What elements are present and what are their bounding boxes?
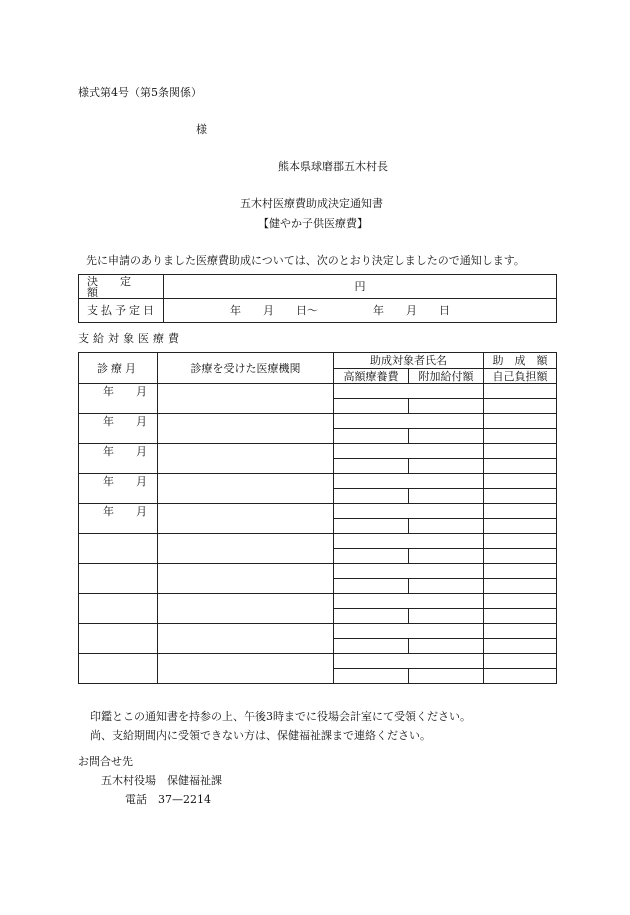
payment-date-label: 支払予定日 — [79, 299, 164, 323]
month-cell — [79, 444, 158, 474]
month-cell — [79, 654, 158, 684]
expense-table — [78, 352, 557, 684]
document-subtitle: 【健やか子供医療費】 — [258, 217, 368, 230]
table-row — [79, 474, 557, 489]
additional-cell — [409, 399, 484, 414]
facility-cell — [158, 384, 334, 414]
facility-cell — [158, 534, 334, 564]
month-cell — [79, 534, 158, 564]
note-2: 尚、支給期間内に受領できない方は、保健福祉課まで連絡ください。 — [90, 729, 431, 742]
additional-cell — [409, 459, 484, 474]
additional-cell — [409, 429, 484, 444]
form-number: 様式第4号（第5条関係） — [78, 86, 202, 99]
amount-cell — [484, 624, 557, 639]
name-cell — [334, 534, 484, 549]
month-label: 年 月 — [103, 415, 147, 428]
additional-cell — [409, 639, 484, 654]
header-self-pay: 自己負担額 — [484, 369, 557, 384]
amount-cell — [484, 564, 557, 579]
amount-label: 決 定 額 — [79, 275, 164, 299]
name-cell — [334, 564, 484, 579]
amount-value: 円 — [164, 275, 557, 299]
table-row — [79, 564, 557, 579]
header-amount: 助 成 額 — [484, 353, 557, 369]
header-high-cost: 高額療養費 — [334, 369, 409, 384]
self-pay-cell — [484, 459, 557, 474]
name-cell — [334, 444, 484, 459]
month-cell — [79, 504, 158, 534]
month-cell — [79, 564, 158, 594]
month-cell — [79, 624, 158, 654]
name-cell — [334, 504, 484, 519]
high-cost-cell — [334, 399, 409, 414]
table-row — [79, 594, 557, 609]
table-row — [79, 534, 557, 549]
header-facility: 診療を受けた医療機関 — [158, 353, 334, 384]
amount-cell — [484, 654, 557, 669]
header-name: 助成対象者氏名 — [334, 353, 484, 369]
facility-cell — [158, 444, 334, 474]
high-cost-cell — [334, 549, 409, 564]
month-label: 年 月 — [103, 505, 147, 518]
high-cost-cell — [334, 609, 409, 624]
self-pay-cell — [484, 669, 557, 684]
additional-cell — [409, 549, 484, 564]
month-label: 年 月 — [103, 385, 147, 398]
name-cell — [334, 594, 484, 609]
amount-cell — [484, 474, 557, 489]
table-row — [79, 444, 557, 459]
addressee-suffix: 様 — [196, 123, 207, 136]
additional-cell — [409, 489, 484, 504]
contact-phone: 電話 37—2214 — [125, 793, 211, 806]
table-row — [79, 654, 557, 669]
name-cell — [334, 384, 484, 399]
table-row — [79, 384, 557, 399]
contact-label: お問合せ先 — [78, 755, 133, 768]
month-label: 年 月 — [103, 475, 147, 488]
additional-cell — [409, 609, 484, 624]
header-month: 診療月 — [79, 353, 158, 384]
facility-cell — [158, 564, 334, 594]
month-cell — [79, 414, 158, 444]
payment-date-value: 年 月 日〜 年 月 日 — [164, 299, 557, 323]
facility-cell — [158, 594, 334, 624]
facility-cell — [158, 624, 334, 654]
decision-table — [78, 274, 557, 323]
self-pay-cell — [484, 519, 557, 534]
facility-cell — [158, 654, 334, 684]
section-title: 支給対象医療費 — [78, 332, 183, 345]
high-cost-cell — [334, 639, 409, 654]
document-title: 五木村医療費助成決定通知書 — [240, 197, 383, 210]
intro-text: 先に申請のありました医療費助成については、次のとおり決定しましたので通知します。 — [86, 254, 525, 267]
high-cost-cell — [334, 489, 409, 504]
facility-cell — [158, 504, 334, 534]
additional-cell — [409, 669, 484, 684]
facility-cell — [158, 474, 334, 504]
month-label: 年 月 — [103, 445, 147, 458]
amount-cell — [484, 384, 557, 399]
amount-cell — [484, 444, 557, 459]
name-cell — [334, 474, 484, 489]
self-pay-cell — [484, 609, 557, 624]
contact-office: 五木村役場 保健福祉課 — [101, 774, 222, 787]
self-pay-cell — [484, 399, 557, 414]
note-1: 印鑑とこの通知書を持参の上、午後3時までに役場会計室にて受領ください。 — [90, 710, 471, 723]
amount-cell — [484, 534, 557, 549]
amount-cell — [484, 414, 557, 429]
high-cost-cell — [334, 459, 409, 474]
self-pay-cell — [484, 489, 557, 504]
month-cell — [79, 594, 158, 624]
name-cell — [334, 624, 484, 639]
self-pay-cell — [484, 579, 557, 594]
name-cell — [334, 414, 484, 429]
amount-cell — [484, 594, 557, 609]
additional-cell — [409, 579, 484, 594]
name-cell — [334, 654, 484, 669]
high-cost-cell — [334, 519, 409, 534]
month-cell — [79, 474, 158, 504]
table-row — [79, 414, 557, 429]
high-cost-cell — [334, 429, 409, 444]
issuer: 熊本県球磨郡五木村長 — [278, 160, 388, 173]
self-pay-cell — [484, 429, 557, 444]
high-cost-cell — [334, 669, 409, 684]
self-pay-cell — [484, 549, 557, 564]
header-additional: 附加給付額 — [409, 369, 484, 384]
table-row — [79, 504, 557, 519]
amount-cell — [484, 504, 557, 519]
self-pay-cell — [484, 639, 557, 654]
high-cost-cell — [334, 579, 409, 594]
additional-cell — [409, 519, 484, 534]
table-row — [79, 624, 557, 639]
facility-cell — [158, 414, 334, 444]
month-cell — [79, 384, 158, 414]
